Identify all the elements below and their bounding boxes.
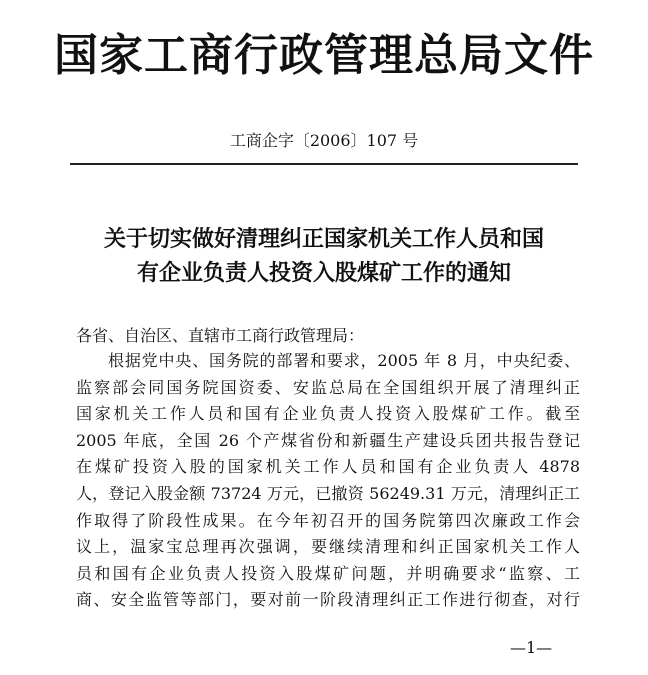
notice-title xyxy=(62,222,586,290)
header-divider xyxy=(70,163,578,165)
body-line: 在煤矿投资入股的国家机关工作人员和国有企业负责人 4878 xyxy=(76,457,580,477)
document-number: 工商企字〔2006〕107 号 xyxy=(229,131,419,150)
notice-title-line: 有企业负责人投资入股煤矿工作的通知 xyxy=(136,260,511,286)
page-number: —1— xyxy=(510,638,553,657)
body-line: 根据党中央、国务院的部署和要求，2005 年 8 月，中央纪委、 xyxy=(108,351,580,370)
body-line: 议上，温家宝总理再次强调，要继续清理和纠正国家机关工作人 xyxy=(76,537,580,557)
body-line: 员和国有企业负责人投资入股煤矿问题，并明确要求“监察、工 xyxy=(76,563,580,583)
body-line: 国家机关工作人员和国有企业负责人投资入股煤矿工作。截至 xyxy=(76,404,580,424)
body-line: 2005 年底，全国 26 个产煤省份和新疆生产建设兵团共报告登记 xyxy=(76,430,580,450)
notice-title-line: 关于切实做好清理纠正国家机关工作人员和国 xyxy=(103,226,544,252)
body-line: 监察部会同国务院国资委、安监总局在全国组织开展了清理纠正 xyxy=(76,377,580,397)
body-line: 商、安全监管等部门，要对前一阶段清理纠正工作进行彻查，对行 xyxy=(76,590,580,610)
recipient-line: 各省、自治区、直辖市工商行政管理局： xyxy=(76,326,365,345)
body-line: 人，登记入股金额 73724 万元，已撤资 56249.31 万元，清理纠正工 xyxy=(76,483,580,503)
body-line: 作取得了阶段性成果。在今年初召开的国务院第四次廉政工作会 xyxy=(76,510,580,530)
document-header-title: 国家工商行政管理总局文件 xyxy=(54,30,594,81)
body-text xyxy=(76,348,580,614)
